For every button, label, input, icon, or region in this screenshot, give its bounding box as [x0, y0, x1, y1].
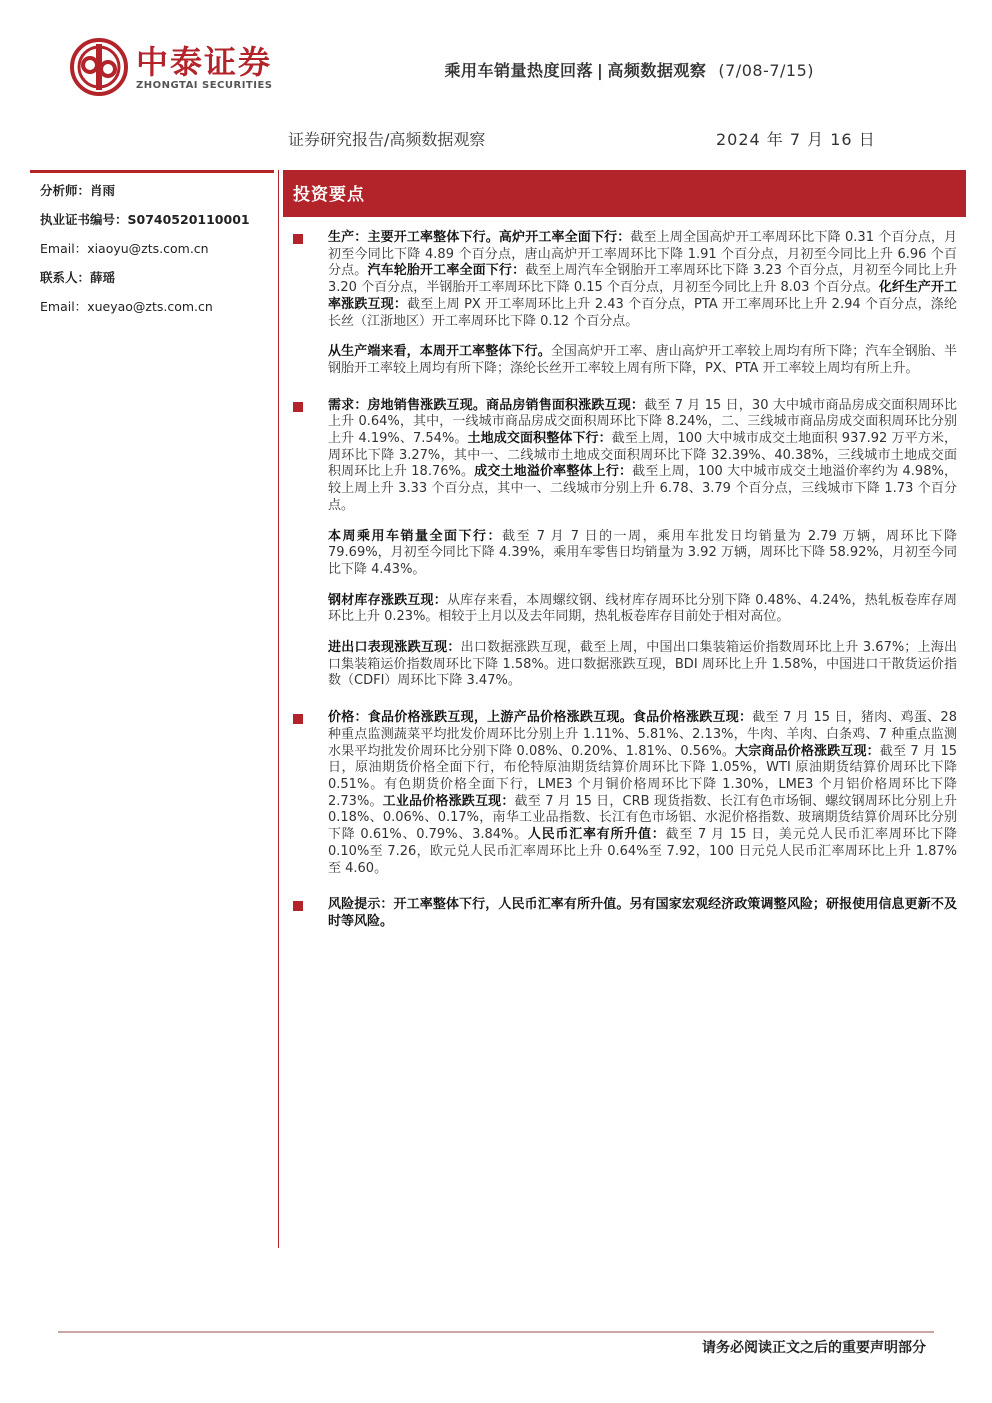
key-point-text: 截至 7 月 15 日，猪肉、鸡蛋、28 种重点监测蔬菜平均批发价周环比分别上升 1.11%、5.81%、2.13%，牛肉、羊肉、白条鸡、7 种重点监测水果平均批发价周环比分别下降 0.08%、0.20%、1.81%、0.56%。 [328, 710, 957, 759]
square-bullet-icon [293, 901, 303, 911]
square-bullet-icon [293, 714, 303, 724]
key-point-heading: 大宗商品价格涨跌互现： [735, 743, 880, 759]
license-row [40, 205, 276, 234]
key-point-text: 全国高炉开工率、唐山高炉开工率较上周均有所下降；汽车全钢胎、半钢胎开工率较上周均有所下降；涤纶长丝开工率较上周有所下降，PX、PTA 开工率较上周均有所上升。 [328, 344, 957, 376]
email2-row [40, 292, 276, 321]
key-point-heading: 工业品价格涨跌互现： [382, 793, 515, 809]
key-point-section [290, 398, 957, 691]
key-point-text: 截至 7 月 15 日，美元兑人民币汇率周环比下降 0.10%至 7.26，欧元兑人民币汇率周环比上升 0.64%至 7.92，100 日元兑人民币汇率周环比上升 1.87%至 4.60。 [328, 827, 957, 876]
header-title-main: 乘用车销量热度回落 [444, 61, 594, 80]
report-type: 证券研究报告/高频数据观察 [288, 130, 486, 149]
contact-label: 联系人： [40, 270, 91, 285]
zhongtai-logo-icon [70, 38, 128, 96]
header-title-separator: | [597, 61, 604, 80]
key-point-heading: 人民币汇率有所升值： [527, 827, 666, 843]
header-title [445, 58, 815, 81]
key-point-heading: 钢材库存涨跌互现： [328, 592, 447, 608]
license-number: S0740520110001 [127, 212, 250, 227]
key-point-text: 截至上周，100 大中城市成交土地面积 937.92 万平方米，周环比下降 3.27%，其中一、二线城市土地成交面积周环比下降 32.39%、40.38%，三线城市土地成交面积周环比上升 18.76%。 [328, 431, 957, 480]
header-title-sub: 高频数据观察 [607, 61, 707, 80]
section-banner: 投资要点 [283, 173, 966, 217]
footer-rule [58, 1331, 934, 1333]
key-point-text: 截至 7 月 15 日，CRB 现货指数、长江有色市场铜、螺纹钢周环比分别上升 0.18%、0.06%、0.17%，南华工业品指数、长江有色市场铝、水泥价格指数、玻璃期货结算价周环比分别下降 0.61%、0.79%、3.84%。 [328, 793, 957, 843]
key-point-paragraph [328, 897, 957, 930]
column-divider [278, 170, 279, 1248]
key-point-heading: 进出口表现涨跌互现： [328, 640, 461, 656]
analyst-label: 分析师： [40, 183, 91, 198]
key-point-section [290, 710, 957, 877]
analyst-name: 肖雨 [90, 183, 116, 198]
key-point-text: 截至上周 PX 开工率周环比上升 2.43 个百分点，PTA 开工率周环比上升 2.94 个百分点，涤纶长丝（江浙地区）开工率周环比下降 0.12 个百分点。 [328, 296, 957, 329]
key-point-heading: 风险提示：开工率整体下行，人民币汇率有所升值。另有国家宏观经济政策调整风险；研报使用信息更新不及时等风险。 [328, 897, 957, 929]
key-point-text: 截至上周，100 大中城市成交土地溢价率约为 4.98%，较上周上升 3.33 个百分点，其中一、二线城市分别上升 6.78、3.79 个百分点，三线城市下降 1.73 个百分点。 [328, 464, 957, 513]
key-point-heading: 生产：主要开工率整体下行。高炉开工率全面下行： [328, 230, 631, 245]
key-point-heading: 土地成交面积整体下行： [467, 431, 612, 447]
key-point-text: 截至 7 月 15 日，原油期货价格全面下行，布伦特原油期货结算价周环比下降 1.05%，WTI 原油期货结算价周环比下降 0.51%。有色期货价格全面下行，LME3 个月铜价格周环比下降 1.30%，LME3 个月铝价格周环比下降 2.73%。 [328, 743, 957, 809]
email1-link[interactable]: xiaoyu@zts.com.cn [87, 241, 209, 256]
square-bullet-icon [293, 402, 303, 412]
key-point-paragraph [328, 398, 957, 515]
key-point-heading: 化纤生产开工率涨跌互现： [328, 280, 957, 312]
email1-label: Email： [40, 241, 88, 256]
key-point-paragraph [328, 593, 957, 626]
analyst-row [40, 176, 276, 205]
company-logo [70, 38, 273, 96]
email2-link[interactable]: xueyao@zts.com.cn [87, 299, 213, 314]
sidebar-top-rule [30, 170, 274, 173]
key-point-paragraph [328, 344, 957, 377]
key-point-section [290, 897, 957, 930]
license-label: 执业证书编号： [40, 212, 128, 227]
key-point-heading: 从生产端来看，本周开工率整体下行。 [328, 344, 551, 360]
key-point-heading: 汽车轮胎开工率全面下行： [367, 263, 526, 279]
contact-row [40, 263, 276, 292]
key-point-text: 从库存来看，本周螺纹钢、线材库存周环比分别下降 0.48%、4.24%，热轧板卷库存周环比上升 0.23%。相较于上月以及去年同期，热轧板卷库存目前处于相对高位。 [328, 592, 957, 625]
key-point-text: 截至 7 月 7 日的一周，乘用车批发日均销量为 2.79 万辆，周环比下降 79.69%，月初至今同比下降 4.39%，乘用车零售日均销量为 3.92 万辆，周环比下降 58.92%，月初至今同比下降 4.43%。 [328, 528, 957, 577]
key-points-content [290, 230, 957, 951]
key-point-heading: 需求：房地销售涨跌互现。商品房销售面积涨跌互现： [328, 397, 645, 413]
key-point-section [290, 230, 957, 378]
logo-name-cn: 中泰证券 [136, 42, 273, 81]
email2-label: Email： [40, 299, 88, 314]
key-point-paragraph [328, 710, 957, 877]
analyst-sidebar [40, 176, 276, 321]
key-point-paragraph [328, 230, 957, 330]
contact-name: 薛瑶 [90, 270, 116, 285]
logo-name-en: ZHONGTAI SECURITIES [136, 79, 273, 91]
key-point-text: 截至上周汽车全钢胎开工率周环比下降 3.23 个百分点，月初至今同比上升 3.20 个百分点，半钢胎开工率周环比下降 0.15 个百分点，月初至今同比上升 8.03 个百分点。 [328, 263, 957, 296]
report-date: 2024 年 7 月 16 日 [716, 130, 876, 149]
key-point-heading: 本周乘用车销量全面下行： [328, 528, 503, 544]
key-point-text: 截至上周全国高炉开工率周环比下降 0.31 个百分点，月初至今同比下降 4.89 个百分点，唐山高炉开工率周环比下降 1.91 个百分点，月初至今同比上升 6.96 个百分点。 [328, 230, 957, 279]
key-point-text: 截至 7 月 15 日，30 大中城市商品房成交面积周环比上升 0.64%，其中，一线城市商品房成交面积周环比下降 8.24%，二、三线城市商品房成交面积周环比分别上升 4.19%、7.54%。 [328, 397, 957, 447]
key-point-paragraph [328, 529, 957, 579]
key-point-text: 出口数据涨跌互现，截至上周，中国出口集装箱运价指数周环比上升 3.67%；上海出口集装箱运价指数周环比下降 1.58%。进口数据涨跌互现，BDI 周环比上升 1.58%，中国进口干散货运价指数（CDFI）周环比下降 3.47%。 [328, 640, 957, 689]
key-point-heading: 价格：食品价格涨跌互现，上游产品价格涨跌互现。食品价格涨跌互现： [328, 710, 753, 726]
square-bullet-icon [293, 234, 303, 244]
key-point-paragraph [328, 640, 957, 690]
email1-row [40, 234, 276, 263]
footer-disclaimer: 请务必阅读正文之后的重要声明部分 [702, 1340, 926, 1356]
header-date-range: (7/08-7/15) [718, 61, 814, 80]
key-point-heading: 成交土地溢价率整体上行： [474, 464, 633, 480]
